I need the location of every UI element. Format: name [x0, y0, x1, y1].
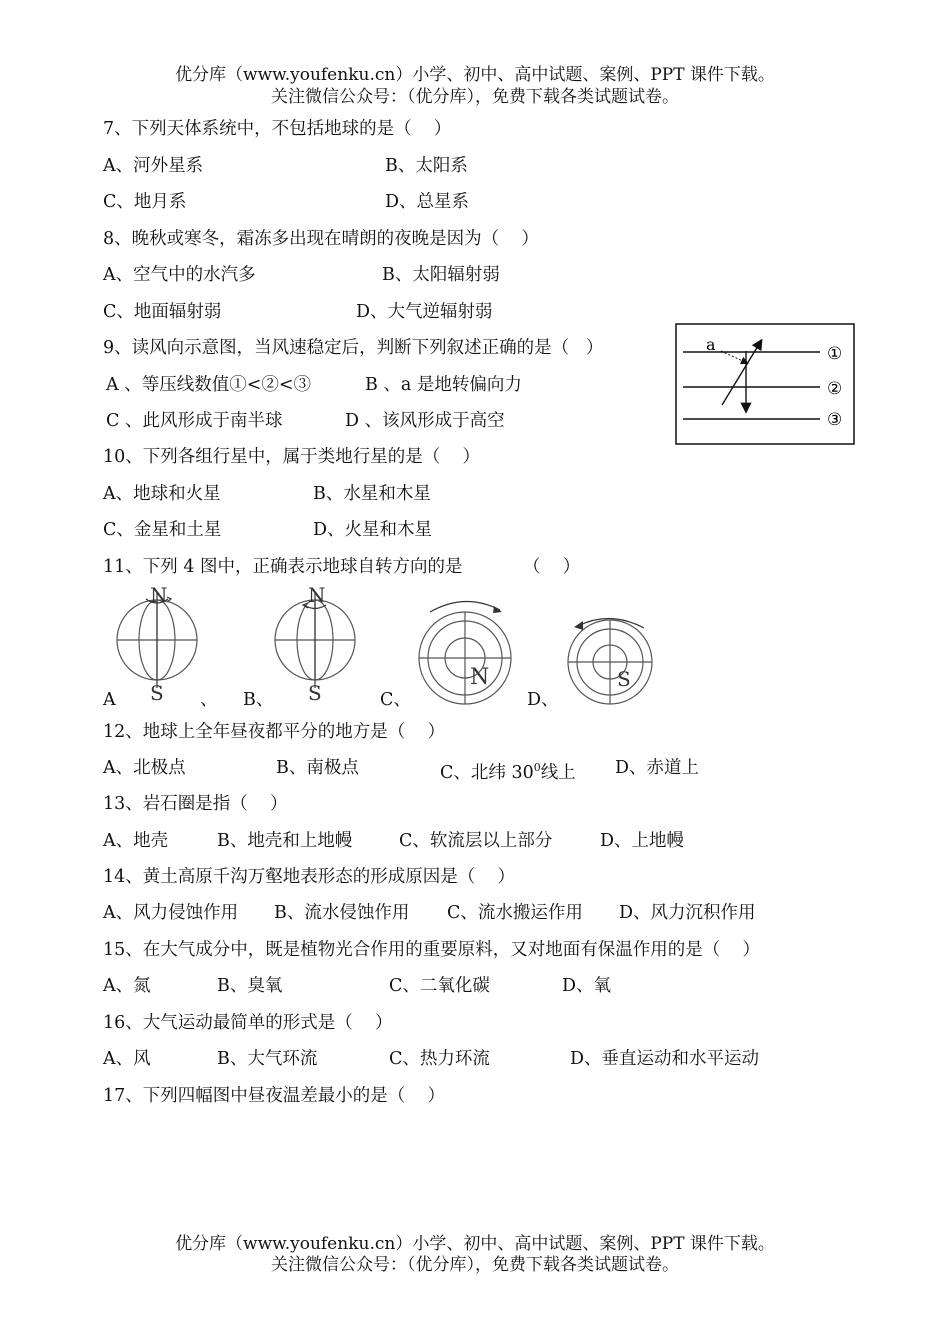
footer-line-2: 关注微信公众号：（优分库），免费下载各类试题试卷。 [271, 1255, 679, 1275]
isobar-label-1: ① [827, 344, 843, 364]
q7-option-d: D、总星系 [385, 192, 470, 212]
q11-answer-paren: （ ） [523, 557, 581, 577]
q15-stem: 15、在大气成分中，既是植物光合作用的重要原料，又对地面有保温作用的是（ ） [103, 940, 761, 960]
q15-option-c: C、二氧化碳 [389, 976, 490, 996]
q14-option-a: A、风力侵蚀作用 [103, 903, 239, 923]
pole-label-bottom: S [308, 681, 322, 704]
globe-figure-b [268, 582, 363, 704]
q15-option-a: A、氮 [103, 976, 151, 996]
q17-stem: 17、下列四幅图中昼夜温差最小的是（ ） [103, 1086, 446, 1106]
q14-option-c: C、流水搬运作用 [447, 903, 583, 923]
q13-option-b: B、地壳和上地幔 [217, 831, 353, 851]
wind-arrow [722, 341, 761, 405]
q14-option-d: D、风力沉积作用 [619, 903, 756, 923]
q14-stem: 14、黄土高原千沟万壑地表形态的形成原因是（ ） [103, 867, 516, 887]
q13-option-a: A、地壳 [103, 831, 169, 851]
pole-label: S [617, 667, 631, 691]
q15-option-d: D、氧 [562, 976, 612, 996]
polar-figure-d [562, 614, 658, 706]
q7-option-b: B、太阳系 [385, 156, 468, 176]
q7-option-c: C、地月系 [103, 192, 187, 212]
q16-stem: 16、大气运动最简单的形式是（ ） [103, 1013, 393, 1033]
q9-option-b: B 、a 是地转偏向力 [365, 375, 522, 395]
isobar-label-3: ③ [827, 410, 843, 430]
q12-option-c [440, 756, 576, 785]
label-a: a [706, 335, 716, 354]
q8-option-d: D、大气逆辐射弱 [356, 302, 493, 322]
q10-option-d: D、火星和木星 [313, 520, 433, 540]
q13-option-d: D、上地幔 [600, 831, 685, 851]
q12-option-c-text: C、北纬 30 [440, 762, 534, 783]
header-line-2: 关注微信公众号：（优分库），免费下载各类试题试卷。 [271, 87, 679, 107]
isobar-label-2: ② [827, 379, 843, 399]
q8-option-b: B、太阳辐射弱 [382, 265, 500, 285]
q8-option-c: C、地面辐射弱 [103, 302, 222, 322]
pole-label: N [470, 665, 490, 690]
q12-option-d: D、赤道上 [615, 758, 700, 778]
rotation-arrow-icon [574, 621, 583, 630]
q10-stem: 10、下列各组行星中，属于类地行星的是（ ） [103, 447, 481, 467]
q11-option-c: C、 [380, 690, 411, 710]
footer-line-1: 优分库（www.youfenku.cn）小学、初中、高中试题、案例、PPT 课件下载。 [175, 1234, 775, 1254]
q12-stem: 12、地球上全年昼夜都平分的地方是（ ） [103, 722, 446, 742]
q10-option-c: C、金星和土星 [103, 520, 222, 540]
q7-option-a: A、河外星系 [103, 156, 204, 176]
q15-option-b: B、臭氧 [217, 976, 283, 996]
q12-option-a: A、北极点 [103, 758, 186, 778]
q11-option-b: B、 [243, 690, 274, 710]
q16-option-a: A、风 [103, 1049, 151, 1069]
wind-direction-figure [675, 323, 857, 447]
q7-stem: 7、下列天体系统中，不包括地球的是（ ） [103, 119, 452, 139]
q8-option-a: A、空气中的水汽多 [103, 265, 256, 285]
pole-label-bottom: S [150, 681, 164, 704]
header-line-1: 优分库（www.youfenku.cn）小学、初中、高中试题、案例、PPT 课件下载。 [175, 65, 775, 85]
q10-option-a: A、地球和火星 [103, 484, 221, 504]
q12-option-b: B、南极点 [276, 758, 359, 778]
q12-option-c-suffix: 线上 [540, 762, 576, 783]
q13-stem: 13、岩石圈是指（ ） [103, 794, 288, 814]
q14-option-b: B、流水侵蚀作用 [274, 903, 410, 923]
pole-label-top: N [150, 583, 168, 607]
q9-stem: 9、读风向示意图，当风速稳定后，判断下列叙述正确的是（ ） [103, 338, 604, 358]
q9-option-a: A 、等压线数值①<②<③ [106, 375, 312, 395]
q10-option-b: B、水星和木星 [313, 484, 431, 504]
q11-option-a-separator: 、 [200, 690, 218, 710]
globe-figure-a [110, 582, 205, 704]
pole-label-top: N [308, 583, 326, 607]
q11-option-a: A [103, 690, 116, 710]
polar-figure-c [412, 596, 518, 708]
degree-superscript: 0 [533, 761, 541, 774]
q16-option-c: C、热力环流 [389, 1049, 490, 1069]
q11-option-d: D、 [527, 690, 559, 710]
q9-option-c: C 、此风形成于南半球 [106, 411, 283, 431]
q16-option-d: D、垂直运动和水平运动 [570, 1049, 760, 1069]
q13-option-c: C、软流层以上部分 [399, 831, 553, 851]
q11-stem: 11、下列 4 图中，正确表示地球自转方向的是 [103, 557, 463, 577]
q9-option-d: D 、该风形成于高空 [345, 411, 505, 431]
rotation-arrow-icon [493, 606, 502, 613]
q8-stem: 8、晚秋或寒冬，霜冻多出现在晴朗的夜晚是因为（ ） [103, 229, 539, 249]
q16-option-b: B、大气环流 [217, 1049, 318, 1069]
